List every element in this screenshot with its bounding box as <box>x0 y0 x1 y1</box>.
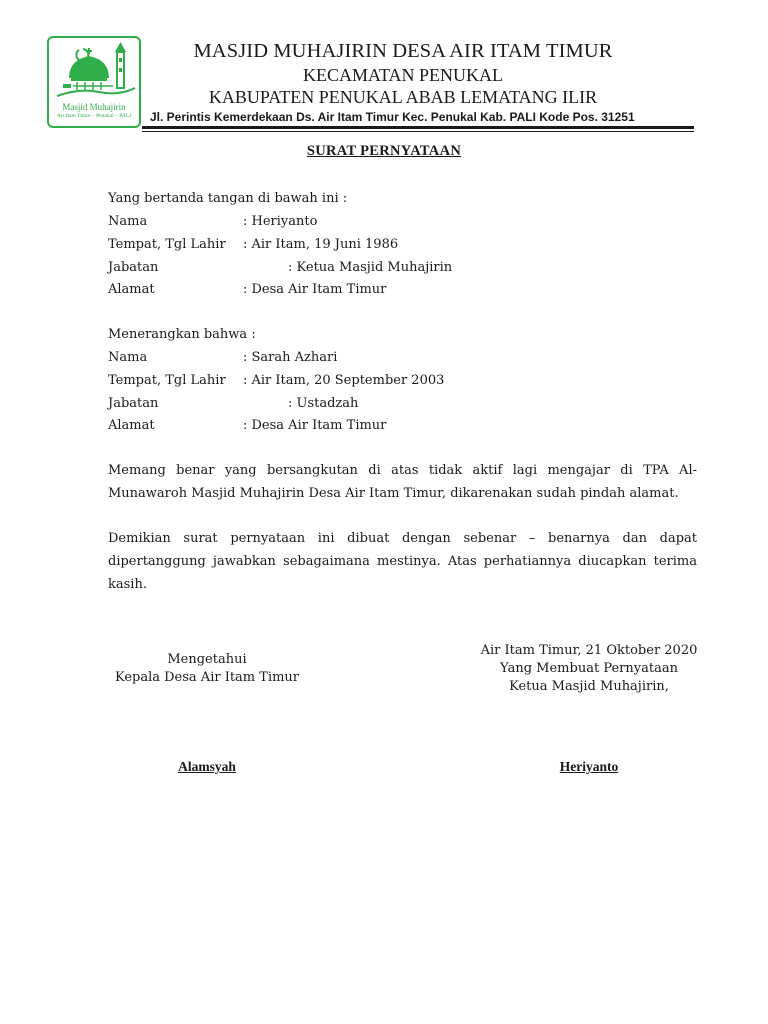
left-sign-caption: Mengetahui <box>167 652 247 667</box>
subject-label-position: Jabatan <box>108 396 159 411</box>
letterhead-regency: KABUPATEN PENUKAL ABAB LEMATANG ILIR <box>208 87 598 107</box>
logo-subtitle: Air Itam Timur – Penukal – PALI <box>56 113 132 119</box>
right-sign-place-date: Air Itam Timur, 21 Oktober 2020 <box>480 643 698 658</box>
logo-name: Masjid Muhajirin <box>62 102 126 112</box>
signatory-label-address: Alamat <box>108 282 155 297</box>
signatory-label-position: Jabatan <box>108 260 159 275</box>
subject-value-name: : Sarah Azhari <box>243 350 338 365</box>
signatory-intro: Yang bertanda tangan di bawah ini : <box>108 191 348 206</box>
signatory-value-name: : Heriyanto <box>243 214 318 229</box>
letterhead-rule-thick <box>142 126 694 129</box>
signatory-label-name: Nama <box>108 214 148 229</box>
body-paragraph-2: Demikian surat pernyataan ini dibuat dengan sebenar – benarnya dan dapat dipertanggung jawabkan sebagaimana mestinya. Atas perhatiannya diucapkan terima kasih. <box>108 531 697 592</box>
letterhead-address: Jl. Perintis Kemerdekaan Ds. Air Itam Timur Kec. Penukal Kab. PALI Kode Pos. 31251 <box>150 110 635 124</box>
right-sign-caption: Yang Membuat Pernyataan <box>500 661 678 676</box>
subject-value-birth: : Air Itam, 20 September 2003 <box>243 373 445 388</box>
signatory-value-address: : Desa Air Itam Timur <box>243 282 387 297</box>
letterhead-district: KECAMATAN PENUKAL <box>302 65 504 85</box>
letterhead-title: MASJID MUHAJIRIN DESA AIR ITAM TIMUR <box>193 40 613 62</box>
signatory-label-birth: Tempat, Tgl Lahir <box>108 237 226 252</box>
mosque-icon <box>49 38 141 102</box>
signatory-value-birth: : Air Itam, 19 Juni 1986 <box>243 237 399 252</box>
subject-intro: Menerangkan bahwa : <box>108 327 256 342</box>
body-paragraph-1: Memang benar yang bersangkutan di atas tidak aktif lagi mengajar di TPA Al-Munawaroh Masjid Muhajirin Desa Air Itam Timur, dikarenakan sudah pindah alamat. <box>108 463 697 501</box>
left-sign-title: Kepala Desa Air Itam Timur <box>114 670 300 685</box>
letterhead-rule-thin <box>142 131 694 132</box>
subject-label-name: Nama <box>108 350 148 365</box>
right-sign-name: Heriyanto <box>559 759 619 774</box>
document-title: SURAT PERNYATAAN <box>306 143 462 159</box>
left-sign-name: Alamsyah <box>178 759 236 774</box>
subject-label-birth: Tempat, Tgl Lahir <box>108 373 226 388</box>
right-sign-title: Ketua Masjid Muhajirin, <box>509 679 669 694</box>
subject-value-address: : Desa Air Itam Timur <box>243 418 387 433</box>
subject-value-position: : Ustadzah <box>288 396 359 411</box>
mosque-logo <box>47 36 141 128</box>
signatory-value-position: : Ketua Masjid Muhajirin <box>288 260 453 275</box>
subject-label-address: Alamat <box>108 418 155 433</box>
